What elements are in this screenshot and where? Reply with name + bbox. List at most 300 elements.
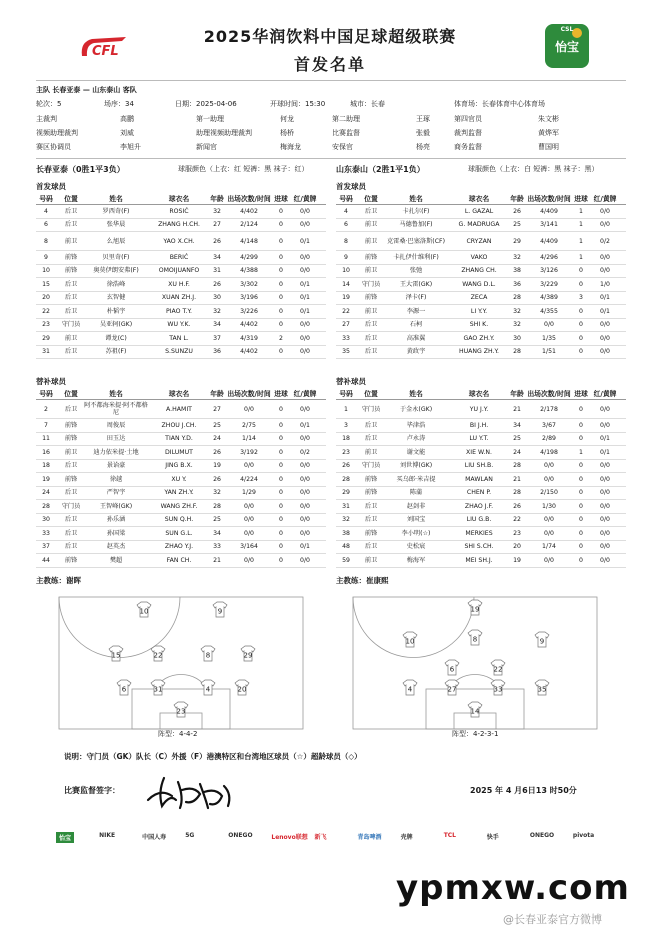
cell-pos: 前卫 [364,556,378,564]
jersey-number: 4 [205,685,211,694]
column-header-pos: 位置 [64,389,78,398]
table-row [336,527,626,541]
player-marker [468,630,482,645]
cell-name: 卡扎尔(F) [402,207,430,215]
home-coach: 主教练：谢晖 [36,576,81,585]
cell-age: 30 [213,294,221,302]
cell-goals: 0 [279,207,283,215]
away-starters-table [336,194,626,359]
cell-no: 11 [42,435,50,443]
cell-name: 史松宸 [406,543,426,551]
jersey-number: 6 [449,665,455,674]
sponsor-logo: 新飞 [314,834,327,841]
cell-no: 24 [42,489,50,497]
cell-pos: 后卫 [364,207,378,215]
cell-age: 34 [513,421,521,429]
column-header-pos: 位置 [364,389,378,398]
player-marker [403,632,417,647]
player-marker [241,646,255,661]
csl-badge-brand: 怡宝 [554,40,579,54]
column-header-name: 姓名 [409,389,423,398]
cell-shirt: YU J.Y. [469,405,489,413]
table-row [336,487,626,501]
cell-pos: 后卫 [64,348,78,356]
column-header-cards: 红/黄牌 [593,389,617,398]
cell-cards: 0/0 [300,502,310,510]
table-row [336,205,626,219]
table-row [36,473,326,487]
column-header-shirt: 球衣名 [468,194,490,203]
jersey-number: 27 [447,685,457,694]
cell-pos: 前锋 [64,267,78,275]
cell-apps: 1/35 [542,334,556,342]
cell-age: 24 [513,448,521,456]
cell-name: 李小明(☆) [401,529,431,537]
cell-shirt: WANG D.L. [462,280,496,288]
cell-name: 赵剑非 [406,502,426,510]
cell-goals: 0 [579,307,583,315]
official-label: 主裁判 [36,115,57,123]
table-row [336,332,626,346]
cell-goals: 0 [279,475,283,483]
page-title: 2025华润饮料中国足球超级联赛 [203,27,457,46]
cell-apps: 0/0 [244,529,254,537]
away-team-title: 山东泰山（2胜1平1负） [336,165,425,174]
jersey-number: 4 [407,685,413,694]
cell-goals: 0 [279,237,283,245]
cell-apps: 3/192 [240,448,258,456]
jersey-number: 31 [153,685,163,694]
cell-apps: 4/299 [240,253,258,261]
table-row [36,487,326,501]
cell-no: 9 [44,253,48,261]
cell-name: 王智峰(GK) [99,502,133,510]
cell-age: 30 [513,334,521,342]
cell-age: 36 [513,280,521,288]
cell-shirt: YAN ZH.Y. [164,489,194,497]
jersey-number: 35 [537,685,547,694]
cell-apps: 4/388 [240,267,258,275]
table-row [336,419,626,433]
jersey-number: 10 [139,607,149,616]
jersey-number: 9 [217,607,223,616]
cell-apps: 3/67 [542,421,556,429]
cell-shirt: G. MADRUGA [458,221,500,229]
weibo-handle: @长春亚泰官方微博 [503,913,602,926]
cell-goals: 0 [279,516,283,524]
legend-note: 说明：守门员（GK）队长（C）外援（F）港澳特区和台湾地区球员（☆）超龄球员（◇） [64,752,362,761]
player-marker [201,680,215,695]
jersey-number: 22 [153,651,163,660]
cell-cards: 0/0 [300,556,310,564]
column-header-age: 年龄 [510,389,524,398]
cell-cards: 0/0 [600,475,610,483]
cell-apps: 1/51 [542,348,556,356]
cell-pos: 后卫 [364,435,378,443]
cell-shirt: CHEN P. [466,489,492,497]
cell-age: 26 [213,448,221,456]
cell-pos: 守门员 [61,502,81,510]
cell-age: 28 [213,502,221,510]
cell-goals: 1 [579,221,583,229]
cell-cards: 0/1 [600,435,610,443]
cell-pos: 后卫 [64,489,78,497]
cell-shirt: BERIĆ [169,253,189,261]
cell-goals: 0 [279,435,283,443]
cell-pos: 前卫 [64,237,78,245]
cell-cards: 0/2 [300,448,310,456]
signature-label: 比赛监督签字： [64,786,120,795]
column-header-no: 号码 [339,389,353,398]
sponsor-logo: 5G [185,832,195,839]
player-marker [445,680,459,695]
cell-no: 14 [342,280,350,288]
cell-pos: 前锋 [64,421,78,429]
cell-goals: 0 [579,543,583,551]
cell-pos: 前卫 [364,307,378,315]
jersey-number: 9 [539,637,545,646]
cell-apps: 0/0 [244,405,254,413]
cell-no: 35 [342,348,350,356]
cell-apps: 4/224 [240,475,258,483]
cell-goals: 0 [579,489,583,497]
official-name: 李旭升 [120,143,141,151]
cell-name: 马德鲁加(F) [399,221,433,229]
stadium: 体育场：长春体育中心体育场 [454,100,545,108]
column-header-cards: 红/黄牌 [293,389,317,398]
cell-shirt: SHI K. [469,321,489,329]
player-marker [117,680,131,695]
cell-cards: 0/1 [300,294,310,302]
cell-age: 25 [513,221,521,229]
cell-age: 19 [213,462,221,470]
cell-name: 黄政宇 [406,348,426,356]
cell-shirt: LIU SH.B. [464,462,494,470]
cell-pos: 前锋 [64,556,78,564]
player-marker [151,680,165,695]
cell-age: 32 [513,321,521,329]
cell-goals: 0 [279,221,283,229]
cell-apps: 2/150 [540,489,558,497]
away-formation: 阵型：4-2-3-1 [452,730,499,738]
sponsor-logo: Lenovo联想 [271,834,308,841]
cell-age: 32 [213,207,221,215]
official-label: 裁判监督 [454,129,482,137]
cell-apps: 0/0 [544,556,554,564]
jersey-number: 20 [237,685,247,694]
official-name: 杨桥 [280,129,294,137]
cell-cards: 0/2 [600,237,610,245]
cell-cards: 0/1 [600,294,610,302]
cell-age: 26 [213,237,221,245]
cell-no: 4 [344,207,348,215]
cell-name: 王大雷(GK) [399,280,433,288]
teams-line: 主队 长春亚泰 — 山东泰山 客队 [36,86,137,94]
cell-cards: 0/0 [600,502,610,510]
cell-goals: 0 [279,294,283,302]
sponsor-logo: TCL [443,832,457,839]
cell-shirt: ZECA [470,294,488,302]
table-header [36,194,326,205]
table-row [336,514,626,528]
table-row [36,265,326,279]
cell-age: 32 [513,307,521,315]
cell-age: 28 [513,489,521,497]
cell-pos: 后卫 [64,543,78,551]
cell-shirt: WU Y.K. [167,321,191,329]
cell-goals: 1 [579,237,583,245]
cell-pos: 前卫 [64,448,78,456]
cell-goals: 0 [279,489,283,497]
player-marker [445,660,459,675]
official-label: 视频助理裁判 [36,129,78,137]
player-marker [535,680,549,695]
cell-pos: 后卫 [364,321,378,329]
cell-pos: 前卫 [64,334,78,342]
cell-goals: 1 [579,448,583,456]
cell-no: 19 [342,294,350,302]
cell-cards: 0/1 [300,237,310,245]
cell-no: 3 [344,421,348,429]
home-subs-table [36,389,326,568]
cell-apps: 4/198 [540,448,558,456]
cell-age: 21 [213,556,221,564]
cell-goals: 0 [279,502,283,510]
table-row [36,232,326,251]
table-row [36,527,326,541]
cell-cards: 0/0 [300,435,310,443]
official-name: 曹国明 [538,143,559,151]
player-marker [468,702,482,717]
cell-apps: 0/0 [544,462,554,470]
cell-cards: 0/0 [600,221,610,229]
cell-no: 22 [342,307,350,315]
cell-no: 23 [342,448,350,456]
cell-goals: 1 [579,253,583,261]
cell-pos: 前卫 [364,267,378,275]
cell-pos: 守门员 [61,321,81,329]
cell-name: 吴亚轲(GK) [99,321,133,329]
cell-apps: 3/126 [540,267,558,275]
page-subtitle: 首发名单 [293,55,366,74]
column-header-cards: 红/黄牌 [593,194,617,203]
cell-shirt: ZHAO J.F. [464,502,494,510]
cell-apps: 0/0 [544,475,554,483]
column-header-goals: 进球 [274,194,288,203]
cell-pos: 后卫 [64,207,78,215]
cell-cards: 0/0 [300,207,310,215]
sponsor-logo: 中国人寿 [142,834,167,841]
player-marker [491,680,505,695]
cell-pos: 后卫 [64,516,78,524]
cell-name: 张弛 [409,267,423,275]
cell-goals: 0 [279,405,283,413]
cell-age: 21 [513,405,521,413]
cell-name: 景诒豪 [106,462,126,470]
cell-apps: 0/0 [244,462,254,470]
home-team-title: 长春亚泰（0胜1平3负） [36,165,125,174]
cell-age: 28 [513,462,521,470]
cell-pos: 前锋 [64,435,78,443]
table-row [36,554,326,568]
cell-apps: 3/226 [240,307,258,315]
cell-pos: 后卫 [364,516,378,524]
cell-name: 孙国梁 [106,529,126,537]
cell-age: 36 [213,348,221,356]
cell-shirt: MEI SH.J. [465,556,493,564]
cell-apps: 1/14 [242,435,256,443]
cell-apps: 4/402 [240,348,258,356]
cell-no: 59 [342,556,350,564]
cell-cards: 0/0 [600,207,610,215]
table-row [336,446,626,460]
cell-name: 梅海军 [406,556,426,564]
column-header-cards: 红/黄牌 [293,194,317,203]
cell-shirt: BI J.H. [469,421,489,429]
cell-age: 37 [213,334,221,342]
cell-goals: 0 [579,267,583,275]
official-label: 安保官 [332,143,353,151]
player-marker [174,702,188,717]
cell-no: 19 [42,475,50,483]
match-date: 日期：2025-04-06 [175,100,237,108]
player-marker [535,632,549,647]
cell-cards: 0/0 [300,321,310,329]
cell-goals: 0 [279,529,283,537]
cell-name: 卡扎伊什维利(F) [393,253,439,261]
table-row [336,278,626,292]
home-formation-pitch [58,596,304,736]
official-name: 何龙 [280,115,294,123]
cell-pos: 守门员 [361,405,381,413]
cell-age: 26 [213,475,221,483]
cell-goals: 0 [279,307,283,315]
table-row [36,419,326,433]
cell-age: 25 [213,516,221,524]
cell-no: 31 [42,348,50,356]
cell-apps: 1/30 [542,502,556,510]
cell-shirt: SUN G.L. [165,529,193,537]
cell-goals: 0 [579,405,583,413]
away-subs-table [336,389,626,568]
jersey-number: 8 [472,635,478,644]
cell-no: 38 [342,529,350,537]
cell-age: 32 [213,307,221,315]
table-row [336,305,626,319]
cell-pos: 守门员 [361,462,381,470]
table-row [36,292,326,306]
cell-name: 高准翼 [406,334,426,342]
cell-shirt: S.SUNZU [165,348,193,356]
cell-name: 阿不都海米提·阿不都格尼 [84,402,148,416]
cell-no: 9 [344,253,348,261]
cell-no: 32 [342,516,350,524]
table-row [336,265,626,279]
cell-apps: 4/355 [540,307,558,315]
jersey-number: 19 [470,605,480,614]
cell-name: 谭龙(C) [105,334,127,342]
cell-name: 李源一 [406,307,426,315]
cell-name: 严智宇 [106,489,126,497]
cell-age: 21 [513,475,521,483]
cell-pos: 后卫 [364,348,378,356]
table-row [336,232,626,251]
table-row [36,251,326,265]
cell-cards: 0/0 [300,489,310,497]
svg-text:CFL: CFL [92,44,119,59]
cell-no: 31 [342,502,350,510]
official-label: 第一助理 [196,115,224,123]
table-row [336,460,626,474]
player-marker [137,602,151,617]
table-row [336,319,626,333]
cell-shirt: ZHAO Y.J. [164,543,194,551]
cell-no: 33 [342,334,350,342]
official-label: 商务监督 [454,143,482,151]
cell-goals: 0 [579,435,583,443]
cell-apps: 3/229 [540,280,558,288]
player-marker [235,680,249,695]
cell-age: 32 [513,253,521,261]
column-header-apps: 出场次数/时间 [227,389,271,398]
cell-age: 31 [213,267,221,275]
cell-name: 卢永涛 [406,435,426,443]
cell-apps: 2/75 [242,421,256,429]
cell-shirt: ZHANG CH. [461,267,497,275]
cell-no: 33 [42,529,50,537]
cell-name: 玄智健 [106,294,126,302]
cell-goals: 0 [279,321,283,329]
cell-no: 8 [344,237,348,245]
cell-apps: 4/402 [240,321,258,329]
column-header-pos: 位置 [364,194,378,203]
cell-apps: 0/0 [544,529,554,537]
cell-apps: 4/296 [540,253,558,261]
cell-shirt: TIAN Y.D. [165,435,193,443]
column-header-name: 姓名 [109,194,123,203]
cell-shirt: PIAO T.Y. [165,307,193,315]
cell-shirt: ROSIĆ [169,207,189,215]
cell-goals: 0 [579,280,583,288]
cell-cards: 0/0 [600,529,610,537]
cell-no: 10 [42,267,50,275]
official-label: 赛区协调员 [36,143,71,151]
cell-pos: 后卫 [64,221,78,229]
official-name: 张毅 [416,129,430,137]
cell-shirt: LI Y.Y. [470,307,488,315]
cell-no: 16 [42,448,50,456]
column-header-apps: 出场次数/时间 [527,389,571,398]
cell-no: 30 [42,516,50,524]
cell-cards: 0/0 [300,348,310,356]
cell-age: 28 [513,348,521,356]
cell-shirt: L. GAZAL [464,207,494,215]
cell-no: 7 [44,421,48,429]
cell-name: 陈蒲 [409,489,423,497]
cell-goals: 0 [579,529,583,537]
cell-goals: 3 [579,294,583,302]
cell-cards: 0/0 [300,334,310,342]
official-name: 杨亮 [416,143,430,151]
cell-name: 奥莫伊朗安弗(F) [93,267,139,275]
cell-cards: 0/0 [600,489,610,497]
cell-shirt: A.HAMIT [166,405,192,413]
cell-name: 徐浩峰 [106,280,126,288]
home-starters-table [36,194,326,359]
column-header-no: 号码 [39,389,53,398]
cell-age: 29 [513,237,521,245]
cell-apps: 2/89 [542,435,556,443]
